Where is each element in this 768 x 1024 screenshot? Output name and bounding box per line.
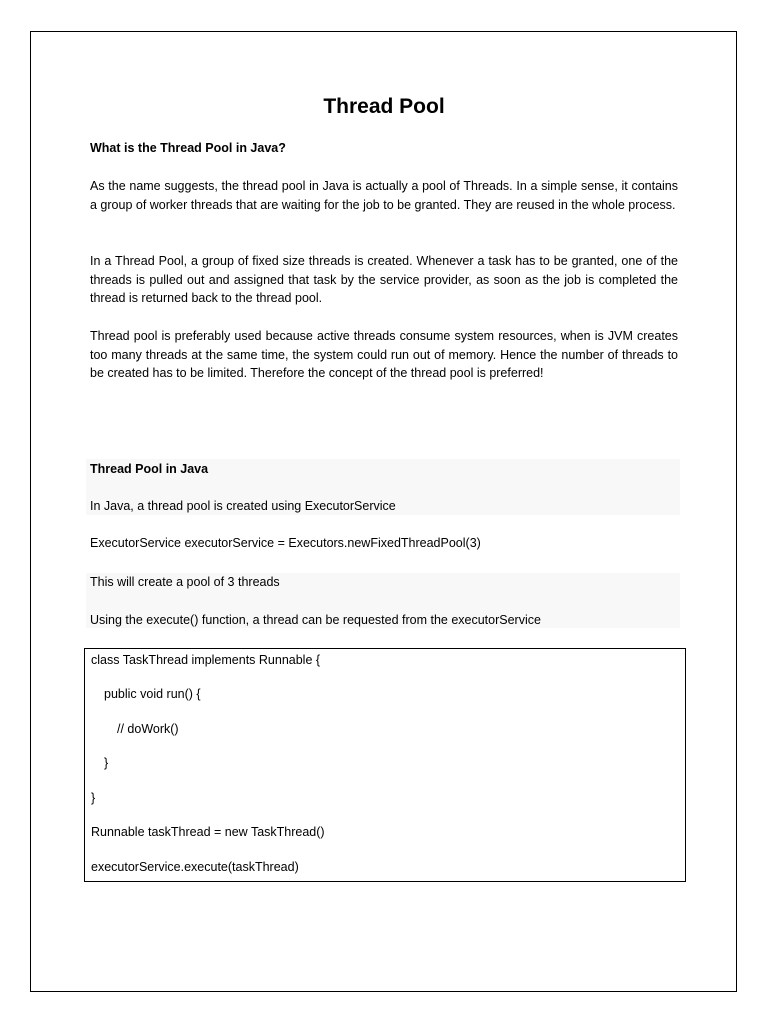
code-line-execute-call: executorService.execute(taskThread) (91, 860, 299, 874)
paragraph-intro: As the name suggests, the thread pool in Java is actually a pool of Threads. In a simple sense, it contains a group of worker threads that are waiting for the job to be granted. They are reused in the whole process. (90, 179, 678, 212)
code-line-new-task-thread: Runnable taskThread = new TaskThread() (91, 825, 325, 839)
text-line-fixed-thread-pool: ExecutorService executorService = Executors.newFixedThreadPool(3) (90, 536, 481, 550)
section-heading-thread-pool-in-java: Thread Pool in Java (90, 462, 209, 476)
code-line-class-decl: class TaskThread implements Runnable { (91, 653, 321, 667)
text-line-pool-of-3: This will create a pool of 3 threads (90, 575, 280, 589)
code-block (84, 648, 686, 882)
section-heading-what-is-thread-pool: What is the Thread Pool in Java? (90, 141, 286, 155)
code-line-do-work-comment: // doWork() (117, 722, 179, 736)
paragraph-why-use: Thread pool is preferably used because active threads consume system resources, when is JVM creates too many threads at the same time, the system could run out of memory. Hence the number of threads to be created has to be limited. Therefore the concept of the thread pool is preferred! (90, 329, 678, 381)
document-title: Thread Pool (323, 95, 445, 118)
text-line-executorservice-intro: In Java, a thread pool is created using ExecutorService (90, 499, 396, 513)
code-line-close-method: } (104, 756, 109, 770)
code-line-run-method: public void run() { (104, 687, 201, 701)
code-line-close-class: } (91, 791, 96, 805)
text-line-execute-function: Using the execute() function, a thread can be requested from the executorService (90, 613, 541, 627)
paragraph-fixed-size: In a Thread Pool, a group of fixed size threads is created. Whenever a task has to be granted, one of the threads is pulled out and assigned that task by the service provider, as soon as the job is completed the thread is returned back to the thread pool. (90, 254, 678, 306)
